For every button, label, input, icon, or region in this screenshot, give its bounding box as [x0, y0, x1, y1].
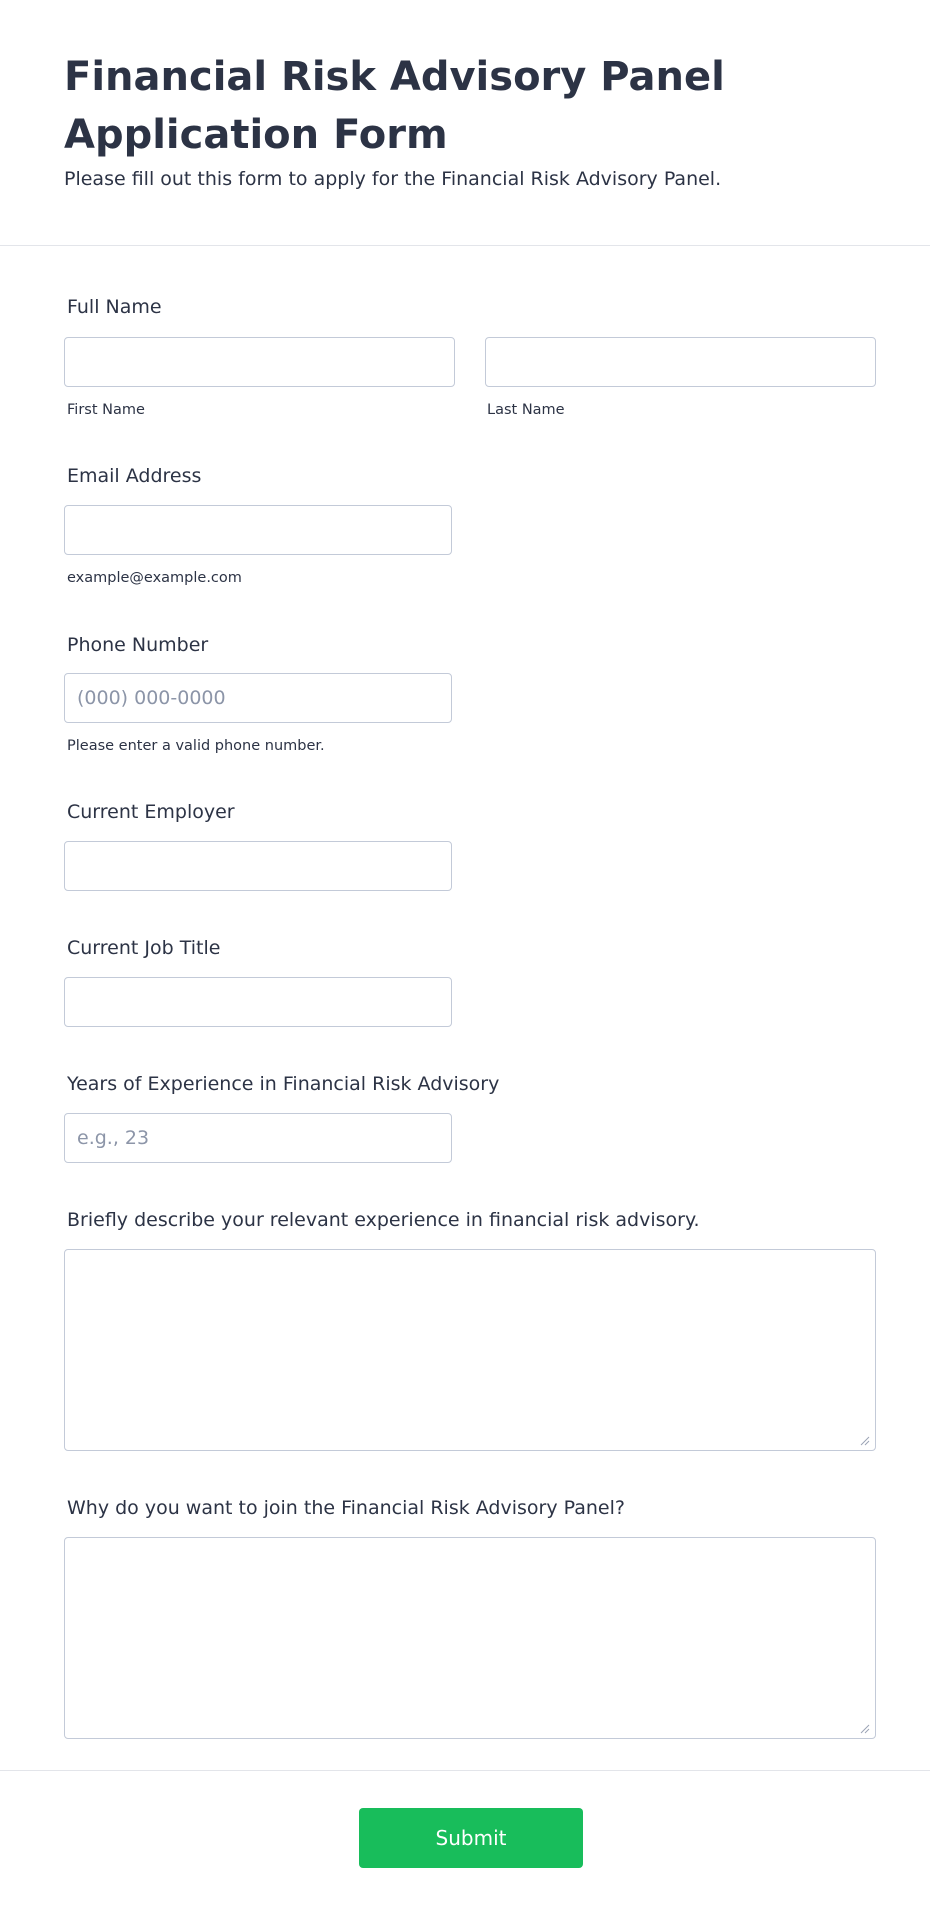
motivation-textarea[interactable] [64, 1537, 876, 1739]
job-title-input[interactable] [64, 977, 452, 1027]
form-subtitle: Please fill out this form to apply for the Financial Risk Advisory Panel. [64, 168, 722, 190]
experience-description-textarea[interactable] [64, 1249, 876, 1451]
email-label: Email Address [67, 465, 202, 487]
submit-button[interactable]: Submit [359, 1808, 583, 1868]
resize-handle-icon[interactable] [860, 1436, 870, 1446]
last-name-input[interactable] [485, 337, 876, 387]
email-input[interactable] [64, 505, 452, 555]
last-name-sublabel: Last Name [487, 402, 565, 418]
employer-input[interactable] [64, 841, 452, 891]
form-header [0, 0, 930, 246]
first-name-sublabel: First Name [67, 402, 145, 418]
form-title: Financial Risk Advisory Panel Application Form [64, 54, 725, 158]
footer-divider [0, 1770, 930, 1771]
resize-handle-icon[interactable] [860, 1724, 870, 1734]
experience-years-input[interactable] [64, 1113, 452, 1163]
phone-label: Phone Number [67, 634, 209, 656]
phone-input[interactable] [64, 673, 452, 723]
phone-sublabel: Please enter a valid phone number. [67, 738, 325, 754]
full-name-label: Full Name [67, 296, 162, 318]
email-sublabel: example@example.com [67, 570, 242, 586]
experience-description-label: Briefly describe your relevant experience in financial risk advisory. [67, 1209, 700, 1231]
employer-label: Current Employer [67, 801, 235, 823]
first-name-input[interactable] [64, 337, 455, 387]
experience-years-label: Years of Experience in Financial Risk Advisory [67, 1073, 500, 1095]
job-title-label: Current Job Title [67, 937, 221, 959]
motivation-label: Why do you want to join the Financial Risk Advisory Panel? [67, 1497, 625, 1519]
